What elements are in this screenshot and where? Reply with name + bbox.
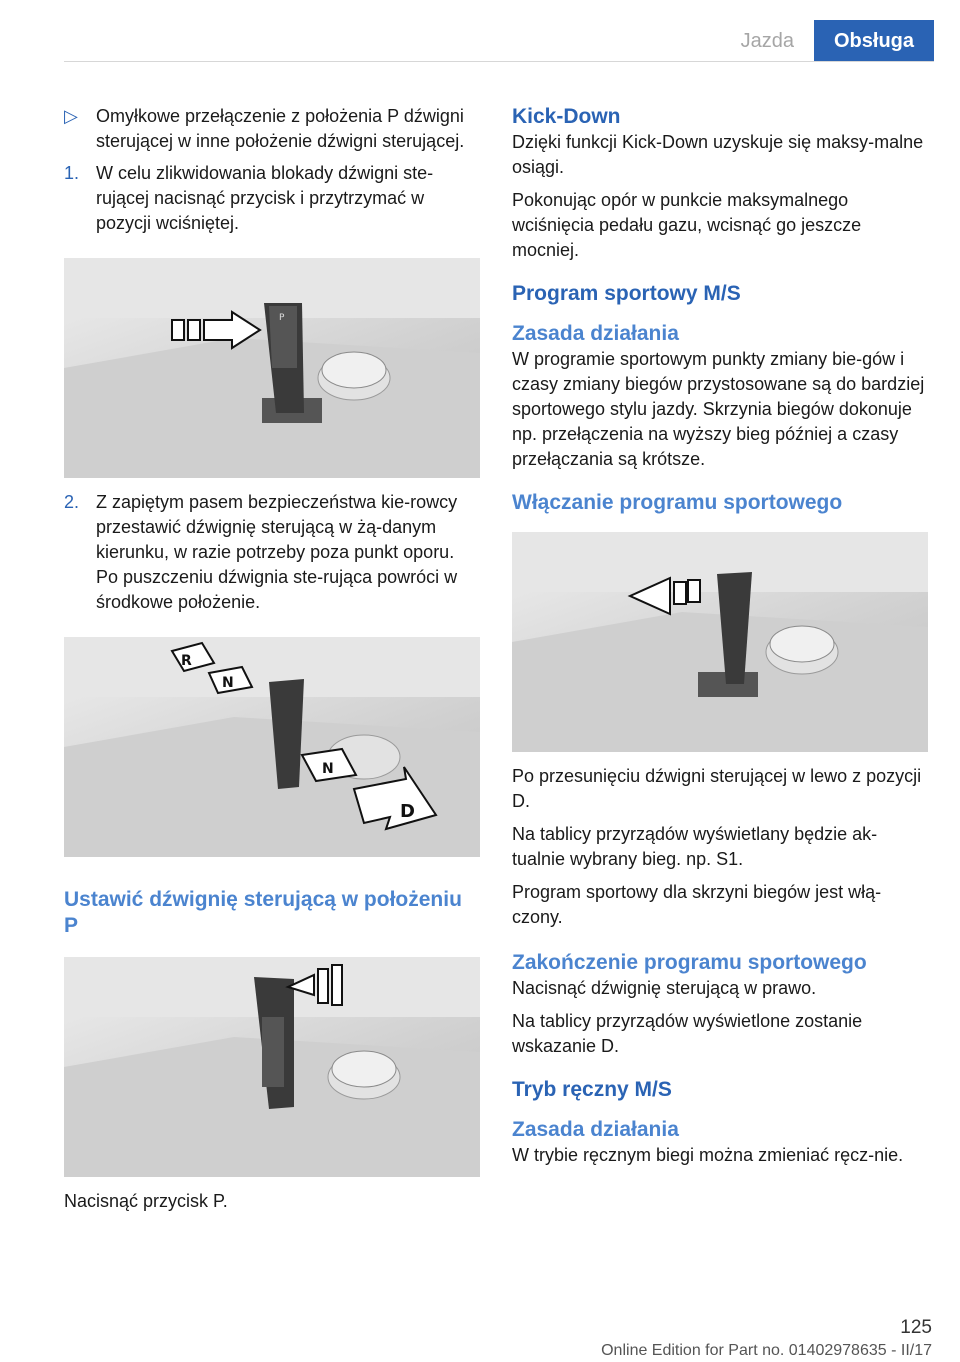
sport-on-paragraph-2: Na tablicy przyrządów wyświetlany będzie ak‐tualnie wybrany bieg. np. S1. xyxy=(512,824,878,869)
warning-text: Omyłkowe przełączenie z położenia P dźwigni sterującej w inne położenie dźwigni sterującej. xyxy=(96,106,465,151)
gear-label-n-bottom: N xyxy=(322,761,334,777)
sport-off-paragraph-2: Na tablicy przyrządów wyświetlone zostanie wskazanie D. xyxy=(512,1011,863,1056)
gear-label-r: R xyxy=(181,653,192,669)
step-text: Z zapiętym pasem bezpieczeństwa kie‐rowcy przestawić dźwignię sterującą w żą‐danym kierunku, w razie potrzeby poza punkt oporu. Po puszczeniu dźwignia ste‐rująca powróci w środkowe położenie. xyxy=(96,492,458,612)
step-text: W celu zlikwidowania blokady dźwigni ste‐rującej nacisnąć przycisk i przytrzymać w pozycji wciśniętej. xyxy=(96,163,434,233)
figure-shift-lever xyxy=(64,637,480,857)
step-number: 1. xyxy=(64,163,80,183)
manual-principle-text: W trybie ręcznym biegi można zmieniać ręcz‐nie. xyxy=(512,1145,904,1165)
warning-item xyxy=(64,104,480,154)
header-tabs xyxy=(721,20,934,62)
footer xyxy=(601,1317,932,1360)
kickdown-paragraph-2: Pokonując opór w punkcie maksymalnego wciśnięcia pedału gazu, wcisnąć go jeszcze mocniej. xyxy=(512,190,862,260)
page-number: 125 xyxy=(900,1317,932,1338)
heading-sport-off: Zakończenie programu sportowego xyxy=(512,951,867,974)
header-divider xyxy=(64,61,934,62)
heading-position-p: Ustawić dźwignię sterującą w położeniu P xyxy=(64,888,462,937)
gear-label-d: D xyxy=(400,801,415,822)
heading-manual-mode: Tryb ręczny M/S xyxy=(512,1078,672,1101)
figure-press-button xyxy=(64,258,480,478)
step-item-1 xyxy=(64,161,480,236)
caption-press-p: Nacisnąć przycisk P. xyxy=(64,1191,228,1211)
sport-on-paragraph-3: Program sportowy dla skrzyni biegów jest włą‐czony. xyxy=(512,882,882,927)
sport-off-paragraph-1: Nacisnąć dźwignię sterującą w prawo. xyxy=(512,978,817,998)
figure-sport-on xyxy=(512,532,928,752)
right-column xyxy=(512,104,928,1168)
sport-on-paragraph-1: Po przesunięciu dźwigni sterującej w lewo z pozycji D. xyxy=(512,766,922,811)
step-number: 2. xyxy=(64,492,80,512)
heading-sport-principle: Zasada działania xyxy=(512,322,679,345)
sport-principle-text: W programie sportowym punkty zmiany bie‐gów i czasy zmiany biegów przystosowane są do bardziej sportowego stylu jazdy. Skrzynia biegów dokonuje np. przełączenia na wyższy bieg później a czasy przełączania są krótsze. xyxy=(512,349,925,469)
heading-sport-on: Włączanie programu sportowego xyxy=(512,491,843,514)
gear-label-n-top: N xyxy=(222,675,234,691)
figure-position-p xyxy=(64,957,480,1177)
tab-jazda[interactable]: Jazda xyxy=(740,30,794,52)
svg-text:P: P xyxy=(279,313,285,323)
step-item-2 xyxy=(64,490,480,615)
tab-obsluga[interactable]: Obsługa xyxy=(814,20,934,62)
triangle-icon: ▷ xyxy=(64,106,78,126)
heading-sport-program: Program sportowy M/S xyxy=(512,282,741,305)
heading-manual-principle: Zasada działania xyxy=(512,1118,679,1141)
heading-kick-down: Kick-Down xyxy=(512,105,621,128)
left-column xyxy=(64,104,480,1214)
edition-note: Online Edition for Part no. 01402978635 - II/17 xyxy=(601,1342,932,1359)
kickdown-paragraph-1: Dzięki funkcji Kick-Down uzyskuje się maksy‐malne osiągi. xyxy=(512,132,924,177)
